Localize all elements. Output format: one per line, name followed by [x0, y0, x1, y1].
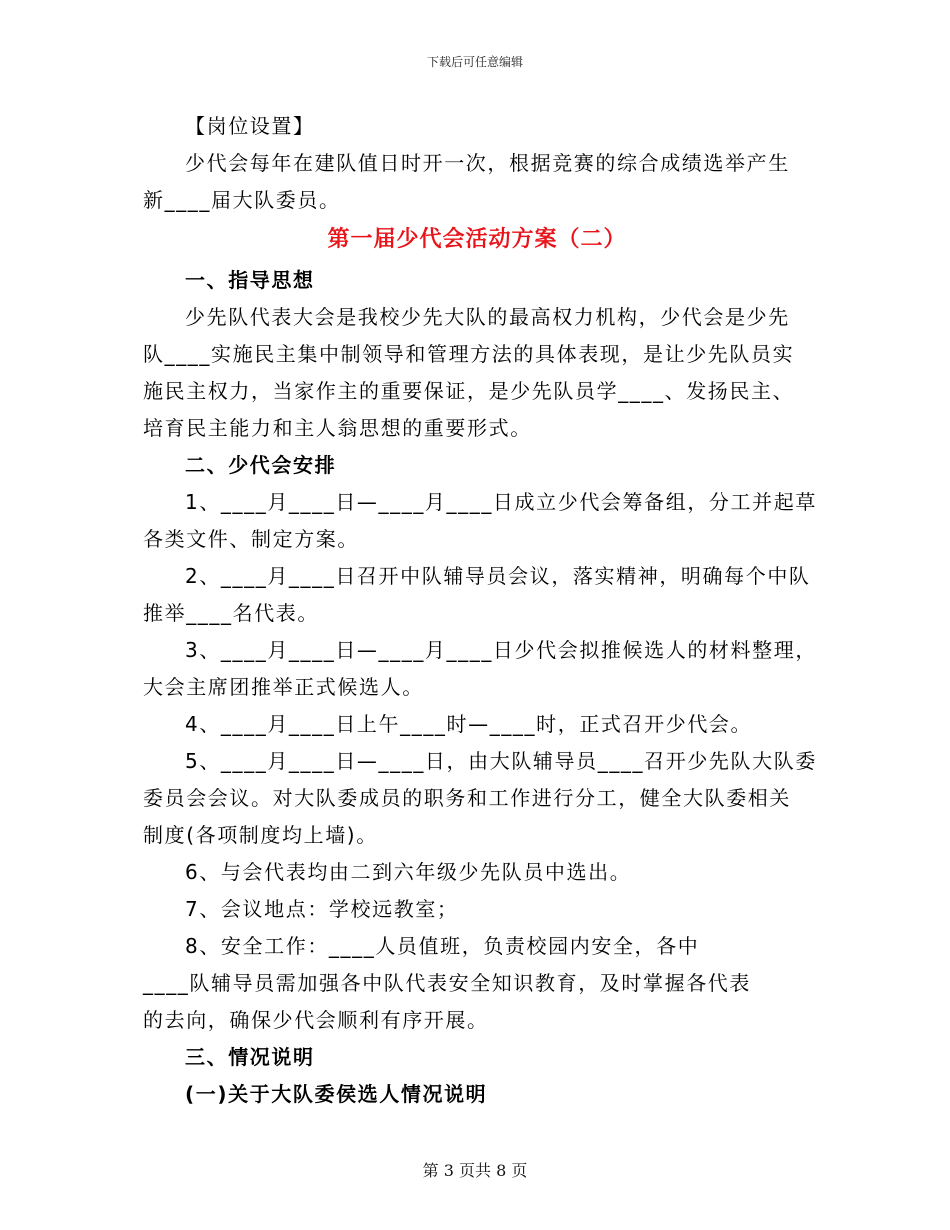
- paragraph-line: 制度(各项制度均上墙)。: [143, 823, 378, 847]
- paragraph-line: 推举____名代表。: [143, 601, 319, 625]
- paragraph-line: 施民主权力，当家作主的重要保证，是少先队员学____、发扬民主、: [143, 379, 795, 403]
- list-item: 4、____月____日上午____时—____时，正式召开少代会。: [185, 712, 753, 736]
- page-footer: 第 3 页共 8 页: [422, 1161, 528, 1180]
- document-title: 第一届少代会活动方案（二）: [327, 227, 627, 252]
- paragraph-line: 少代会每年在建队值日时开一次，根据竞赛的综合成绩选举产生: [185, 151, 790, 175]
- section-heading: 二、少代会安排: [185, 453, 337, 477]
- paragraph-line: 各类文件、制定方案。: [143, 527, 359, 551]
- list-item: 6、与会代表均由二到六年级少先队员中选出。: [185, 860, 632, 884]
- list-item: 5、____月____日—____日，由大队辅导员____召开少先队大队委: [185, 749, 817, 773]
- list-item: 3、____月____日—____月____日少代会拟推候选人的材料整理，: [185, 638, 817, 662]
- paragraph-line: 少先队代表大会是我校少先大队的最高权力机构，少代会是少先: [185, 305, 790, 329]
- list-item: 1、____月____日—____月____日成立少代会筹备组，分工并起草: [185, 490, 817, 514]
- subsection-heading: (一)关于大队委侯选人情况说明: [185, 1082, 488, 1106]
- paragraph-line: 培育民主能力和主人翁思想的重要形式。: [143, 416, 532, 440]
- section-heading: 【岗位设置】: [185, 114, 315, 138]
- list-item: 8、安全工作：____人员值班，负责校园内安全，各中: [185, 934, 700, 958]
- paragraph-line: ____队辅导员需加强各中队代表安全知识教育，及时掌握各代表: [143, 971, 751, 995]
- section-heading: 一、指导思想: [185, 268, 315, 292]
- document-body: [143, 108, 817, 1113]
- page-header: 下载后可任意编辑: [426, 55, 523, 69]
- list-item: 7、会议地点：学校远教室；: [185, 897, 459, 921]
- section-heading: 三、情况说明: [185, 1045, 315, 1069]
- paragraph-line: 大会主席团推举正式候选人。: [143, 675, 424, 699]
- list-item: 2、____月____日召开中队辅导员会议，落实精神，明确每个中队: [185, 564, 811, 588]
- paragraph-line: 队____实施民主集中制领导和管理方法的具体表现，是让少先队员实: [143, 342, 795, 366]
- paragraph-line: 的去向，确保少代会顺利有序开展。: [143, 1008, 489, 1032]
- paragraph-line: 委员会会议。对大队委成员的职务和工作进行分工，健全大队委相关: [143, 786, 791, 810]
- paragraph-line: 新____届大队委员。: [143, 188, 341, 212]
